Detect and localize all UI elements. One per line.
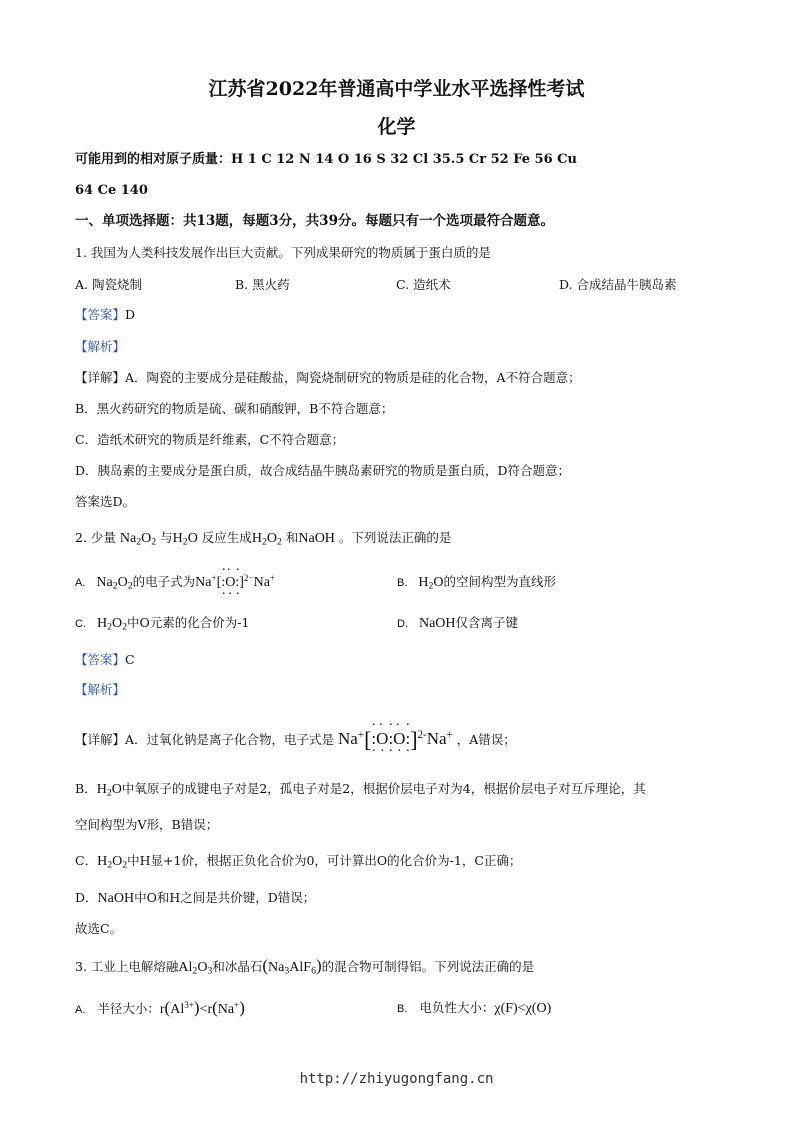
q2-answer: 【答案】C — [75, 652, 135, 667]
exam-title: 江苏省2022年普通高中学业水平选择性考试 — [208, 78, 585, 100]
atomic-mass-line-cont: 64 Ce 140 — [75, 183, 148, 198]
q2-detail-d: D．NaOH中O和H之间是共价键，D错误； — [75, 890, 316, 906]
subject-title: 化学 — [377, 116, 416, 138]
section-heading: 一、单项选择题：共13题，每题3分，共39分。每题只有一个选项最符合题意。 — [75, 213, 554, 229]
q2-option-b: B. $H_2O$的空间构型为直线形 — [397, 574, 557, 592]
q1-option-b: B. 黑火药 — [235, 277, 290, 292]
q1-conclusion: 答案选D。 — [75, 494, 136, 509]
footer-url[interactable]: http://zhiyugongfang.cn — [299, 1071, 494, 1087]
q1-option-d: D. 合成结晶牛胰岛素 — [559, 277, 677, 292]
q2-analysis-tag: 【解析】 — [75, 682, 126, 697]
atomic-mass-line: 可能用到的相对原子质量：H 1 C 12 N 14 O 16 S 32 Cl 35.5 Cr 52 Fe 56 Cu — [75, 152, 577, 167]
q1-detail-d: D．胰岛素的主要成分是蛋白质，故合成结晶牛胰岛素研究的物质是蛋白质，D符合题意； — [75, 463, 571, 478]
q1-option-a: A. 陶瓷烧制 — [75, 277, 142, 292]
q1-detail-a: 【详解】A．陶瓷的主要成分是硅酸盐，陶瓷烧制研究的物质是硅的化合物，A不符合题意； — [75, 370, 581, 385]
q3-option-b: B. 电负性大小：χ(F)<χ(O) — [397, 1000, 552, 1016]
q2-option-c: C. $H_2O_2$中O元素的化合价为-1 — [75, 615, 250, 633]
q1-analysis-tag: 【解析】 — [75, 339, 126, 354]
q2-conclusion: 故选C。 — [75, 921, 123, 936]
q2-option-d: D. NaOH仅含离子键 — [397, 615, 519, 631]
q1-detail-b: B．黑火药研究的物质是硫、碳和硝酸钾，B不符合题意； — [75, 401, 394, 416]
q3-stem: 3. 工业上电解熔融$Al_2O_3$和冰晶石$(Na_3AlF_6)$的混合物可制得铝。下列说法正确的是 — [75, 956, 535, 977]
q1-detail-c: C．造纸术研究的物质是纤维素，C不符合题意； — [75, 432, 345, 447]
q1-option-c: C. 造纸术 — [396, 277, 451, 292]
q3-option-a: A. 半径大小：$r(Al^{3+})<r(Na^+)$ — [75, 998, 245, 1017]
q2-detail-a: 【详解】A．过氧化钠是离子化合物，电子式是 Na+[· : ·· O ·· : ·· O ·· : ·]$^{2-}$Na+ ，A错误； — [75, 726, 731, 749]
q2-detail-b-cont: 空间构型为V形，B错误； — [75, 817, 219, 832]
q2-detail-c: C．$H_2O_2$中H显+1价，根据正负化合价为0，可计算出O的化合价为-1，C正确； — [75, 853, 522, 871]
q1-answer: 【答案】D — [75, 307, 136, 322]
q2-stem: 2. 少量 $Na_2O_2$ 与$H_2O$ 反应生成$H_2O_2$ 和NaOH 。下列说法正确的是 — [75, 530, 452, 548]
q2-option-a: A. $Na_2O_2$的电子式为Na+[· : ·· O ·· : ·]$^{2-}$Na+ — [75, 572, 275, 591]
q2-detail-b: B．$H_2O$中氧原子的成键电子对是2，孤电子对是2，根据价层电子对为4，根据价层电子对互斥理论，其 — [75, 781, 646, 799]
q1-stem: 1. 我国为人类科技发展作出巨大贡献。下列成果研究的物质属于蛋白质的是 — [75, 245, 491, 260]
